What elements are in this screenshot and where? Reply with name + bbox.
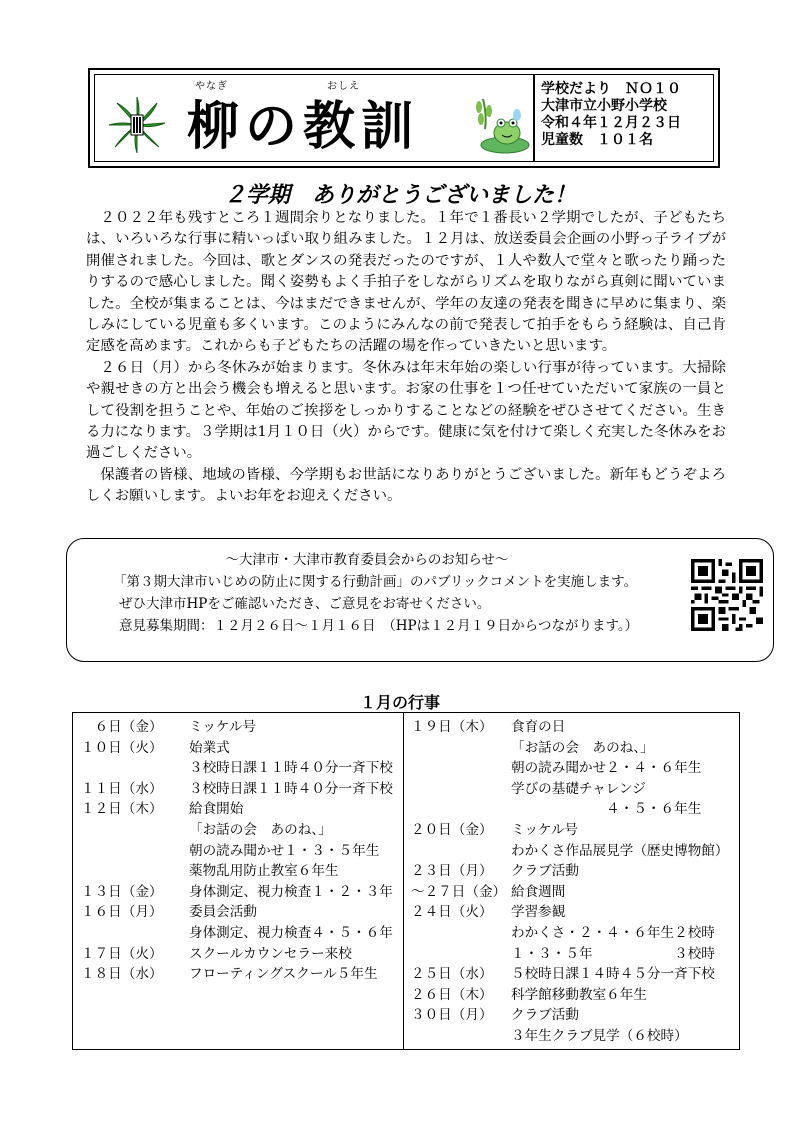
qr-code-icon[interactable] (691, 559, 763, 631)
schedule-event: クラブ活動 (511, 1007, 579, 1024)
schedule-date: １２日（木） (81, 801, 163, 818)
schedule-row (411, 861, 737, 882)
paragraph: 保護者の皆様、地域の皆様、今学期もお世話になりありがとうございました。新年もどうぞよろしくお願いします。よいお年をお迎えください。 (86, 466, 726, 505)
schedule-date: ６日（金） (81, 719, 163, 735)
schedule-row (81, 902, 401, 923)
bamboo-leaf-icon (107, 95, 167, 155)
schedule-row (411, 779, 737, 800)
schedule-title: １月の行事 (359, 693, 440, 712)
schedule-event: ３校時日課１１時４０分一斉下校 (189, 760, 393, 777)
schedule-date: １６日（月） (81, 904, 163, 921)
newsletter-title: 柳の教訓 (187, 97, 420, 157)
schedule-row (81, 799, 401, 820)
schedule-event: スクールカウンセラー来校 (189, 945, 352, 962)
issue-number: 学校だより ＮＯ１０ (541, 81, 681, 97)
school-name: 大津市立小野小学校 (541, 98, 667, 114)
schedule-event: ４・５・６年生 (511, 801, 702, 818)
schedule-event: ３年生クラブ見学（６校時） (511, 1027, 688, 1044)
schedule-event: 学びの基礎チャレンジ (511, 780, 646, 797)
schedule-row (411, 882, 737, 903)
schedule-date: ３０日（月） (411, 1007, 493, 1024)
schedule-date: １３日（金） (81, 883, 163, 900)
title-ruby-yanagi: やなぎ (195, 81, 228, 92)
schedule-column-left (81, 717, 401, 985)
schedule-date: １７日（火） (81, 945, 163, 962)
masthead (88, 68, 720, 168)
schedule-row (81, 758, 401, 779)
schedule-event: 「お話の会 あのね、」 (511, 739, 654, 756)
notice-period: 意見募集期間：１２月２６日～１月１６日 （HPは１２月１９日からつながります。） (119, 618, 639, 634)
schedule-row (81, 861, 401, 882)
schedule-event: フローティングスクール５年生 (189, 966, 378, 983)
schedule-date: ２４日（火） (411, 904, 493, 921)
schedule-event: 「お話の会 あのね、」 (189, 821, 332, 838)
student-count: 児童数 １０１名 (541, 132, 653, 148)
schedule-event: ３校時日課１１時４０分一斉下校 (189, 780, 393, 797)
title-ruby-oshie: おしえ (327, 81, 360, 92)
schedule-row (81, 944, 401, 965)
column-divider (403, 713, 404, 1049)
schedule-event: 給食開始 (189, 801, 244, 818)
issue-date: 令和４年１２月２３日 (541, 115, 681, 131)
schedule-row (411, 717, 737, 738)
article-body (86, 208, 726, 508)
schedule-date: ２０日（金） (411, 821, 493, 838)
schedule-row (411, 1026, 737, 1047)
schedule-event: 学習参観 (511, 904, 566, 921)
january-schedule-table (72, 712, 740, 1050)
schedule-row (411, 944, 737, 965)
schedule-row (411, 738, 737, 759)
schedule-event: 委員会活動 (189, 904, 257, 921)
notice-line: ぜひ大津市HPをご確認いただき、ご意見をお寄せください。 (119, 596, 491, 612)
schedule-row (81, 738, 401, 759)
schedule-row (411, 758, 737, 779)
schedule-row (411, 985, 737, 1006)
schedule-event: 始業式 (189, 739, 230, 756)
schedule-row (81, 841, 401, 862)
schedule-row (81, 964, 401, 985)
schedule-column-right (411, 717, 737, 1047)
schedule-date: ２６日（木） (411, 986, 493, 1003)
schedule-event: ５校時日課１４時４５分一斉下校 (511, 966, 715, 983)
schedule-row (81, 717, 401, 738)
newsletter-info (533, 75, 719, 161)
schedule-row (411, 923, 737, 944)
schedule-date: １９日（木） (411, 719, 493, 735)
schedule-event: 身体測定、視力検査１・２・３年 (189, 883, 393, 900)
schedule-date: ２３日（月） (411, 863, 493, 880)
schedule-event: 朝の読み聞かせ２・４・６年生 (511, 760, 702, 777)
schedule-event: 薬物乱用防止教室６年生 (189, 863, 339, 880)
schedule-event: 科学館移動教室６年生 (511, 986, 647, 1003)
masthead-inner (94, 74, 714, 162)
city-notice-box (66, 538, 774, 662)
schedule-date: １０日（火） (81, 739, 163, 756)
schedule-row (81, 820, 401, 841)
paragraph: ２６日（月）から冬休みが始まります。冬休みは年末年始の楽しい行事が待っています。大掃除や親せきの方と出会う機会も増えると思います。お家の仕事を１つ任せていただいて家族の一員として役割を担うことや、年始のご挨拶をしっかりすることなどの経験をぜひさせてください。生きる力になります。３学期は1月１０日（火）からです。健康に気を付けて楽しく充実した冬休みをお過ごしください。 (86, 359, 726, 462)
schedule-row (411, 799, 737, 820)
schedule-row (411, 841, 737, 862)
schedule-row (411, 1005, 737, 1026)
paragraph: ２０２２年も残すところ１週間余りとなりました。１年で１番長い２学期でしたが、子どもたちは、いろいろな行事に精いっぱい取り組みました。１２月は、放送委員会企画の小野っ子ライブが開催されました。今回は、歌とダンスの発表だったのですが、１人や数人で堂々と歌ったり踊ったりするので感心しました。聞く姿勢もよく手拍子をしながらリズムを取りながら真剣に聞いていました。全校が集まることは、今はまだできませんが、学年の友達の発表を聞きに早めに集まり、楽しみにしている児童も多くいます。このようにみんなの前で発表して拍手をもらう経験は、自己肯定感を高めます。これからも子どもたちの活躍の場を作っていきたいと思います。 (86, 210, 726, 355)
schedule-event: クラブ活動 (511, 863, 579, 880)
schedule-row (81, 882, 401, 903)
schedule-date: １１日（水） (81, 780, 163, 797)
schedule-event: 食育の日 (511, 719, 566, 735)
schedule-row (411, 902, 737, 923)
schedule-date: １８日（水） (81, 966, 163, 983)
schedule-row (81, 779, 401, 800)
notice-line: 「第３期大津市いじめの防止に関する行動計画」のパブリックコメントを実施します。 (113, 574, 638, 590)
schedule-row (411, 964, 737, 985)
schedule-date: ２５日（水） (411, 966, 493, 983)
schedule-event: ミッケル号 (189, 719, 257, 735)
schedule-date: ～２７日（金） (411, 883, 507, 900)
schedule-row (411, 820, 737, 841)
schedule-event: ミッケル号 (511, 821, 579, 838)
schedule-event: 身体測定、視力検査４・５・６年 (189, 924, 393, 941)
schedule-event: １・３・５年 ３校時 (511, 945, 715, 962)
schedule-event: 給食週間 (511, 883, 566, 900)
schedule-event: 朝の読み聞かせ１・３・５年生 (189, 842, 380, 859)
frog-on-lilypad-icon (473, 95, 531, 155)
notice-title: ～大津市・大津市教育委員会からのお知らせ～ (225, 552, 509, 568)
schedule-event: わかくさ・２・４・６年生２校時 (511, 924, 715, 941)
schedule-row (81, 923, 401, 944)
headline: ２学期 ありがとうございました！ (223, 183, 576, 208)
schedule-event: わかくさ作品展見学（歴史博物館） (511, 842, 729, 859)
